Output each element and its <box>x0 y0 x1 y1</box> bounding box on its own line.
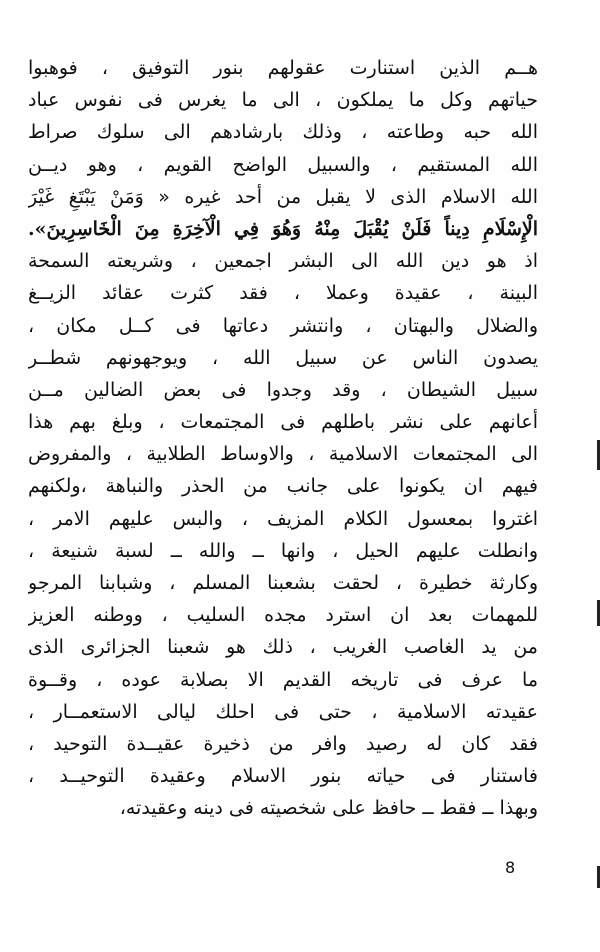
text-line: حياتهم وكل ما يملكون ، الى ما يغرس فى نفوس عباد <box>28 89 538 112</box>
text-line: ما عرف فى تاريخه القديم الا بصلابة عوده ، وقــوة <box>28 668 538 691</box>
text-line: اغتروا بمعسول الكلام المزيف ، والبس عليهم الامر ، <box>28 507 538 530</box>
text-line: فاستنار فى حياته بنور الاسلام وعقيدة التوحيــد ، <box>28 765 538 788</box>
text-line: وكارثة خطيرة ، لحقت بشعبنا المسلم ، وشبابنا المرجو <box>28 572 538 594</box>
text-line: البينة ، عقيدة وعملا ، فقد كثرت عقائد الزيــغ <box>28 282 538 305</box>
text-line: عقيدته الاسلامية ، حتى فى احلك ليالى الاستعمــار ، <box>28 700 538 723</box>
quran-verse-line: الْإِسْلَامِ دِيناً فَلَنْ يُقْبَلَ مِنْهُ وَهُوَ فِي الْآخِرَةِ مِنَ الْخَاسِرِينَ». <box>28 217 538 240</box>
text-line: وبهذا ــ فقط ــ حافظ على شخصيته فى دينه وعقيدته، <box>119 797 538 820</box>
text-line: فيهم ان يكونوا على جانب من الحذر والنباهة ،ولكنهم <box>28 475 538 498</box>
text-line: الى المجتمعات الاسلامية ، والاوساط الطلابية ، والمفروض <box>28 443 538 466</box>
text-line: سبيل الشيطان ، وقد وجدوا فى بعض الضالين مــن <box>28 378 538 401</box>
text-line: يصدون الناس عن سبيل الله ، ويوجهونهم شطــر <box>28 346 538 369</box>
body-text <box>28 52 538 825</box>
text-line: فقد كان له رصيد وافر من ذخيرة عقيــدة التوحيد ، <box>28 732 538 755</box>
text-line: وانطلت عليهم الحيل ، وانها ــ والله ــ لسبة شنيعة ، <box>28 539 538 562</box>
text-line: اذ هو دين الله الى البشر اجمعين ، وشريعته السمحة <box>28 250 538 273</box>
text-line: الله الاسلام الذى لا يقبل من أحد غيره « وَمَنْ يَبْتَغِ غَيْرَ <box>28 185 538 208</box>
text-line: الله حبه وطاعته ، وذلك بارشادهم الى سلوك صراط <box>28 121 538 144</box>
text-line: الله المستقيم ، والسبيل الواضح القويم ، وهو ديــن <box>28 153 538 176</box>
page-number: 8 <box>505 858 516 877</box>
text-line: والضلال والبهتان ، وانتشر دعاتها فى كــل مكان ، <box>28 314 538 337</box>
text-line: للمهمات بعد ان استرد مجده السليب ، ووطنه العزيز <box>28 604 538 627</box>
text-line: من يد الغاصب الغريب ، ذلك هو شعبنا الجزائرى الذى <box>28 636 538 659</box>
text-line: أعانهم على نشر باطلهم فى المجتمعات ، وبلغ بهم هذا <box>28 411 538 434</box>
text-line: هــم الذين استنارت عقولهم بنور التوفيق ، فوهبوا <box>28 57 538 79</box>
